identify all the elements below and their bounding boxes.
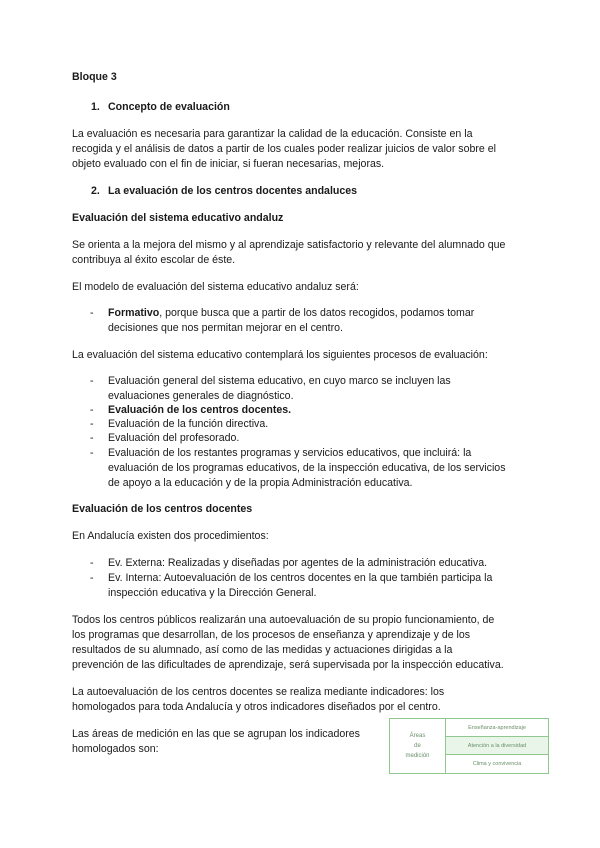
list-item	[108, 306, 474, 321]
list-dash: -	[90, 307, 94, 319]
areas-table-row: Enseñanza-aprendizaje	[446, 719, 548, 737]
paragraph-line: El modelo de evaluación del sistema educativo andaluz será:	[72, 281, 359, 293]
areas-table-header	[390, 719, 446, 773]
list-item-text: Evaluación del profesorado.	[108, 432, 240, 444]
list-item-text: Ev. Externa: Realizadas y diseñadas por agentes de la administración educativa.	[108, 557, 488, 569]
list-dash: -	[90, 404, 94, 416]
list-dash: -	[90, 557, 94, 569]
paragraph-line: Todos los centros públicos realizarán una autoevaluación de su propio funcionamiento, de	[72, 614, 495, 626]
section-title: La evaluación de los centros docentes andaluces	[108, 185, 358, 197]
list-dash: -	[90, 418, 94, 430]
areas-header-line: Áreas	[409, 733, 426, 739]
list-item-text: Evaluación general del sistema educativo, en cuyo marco se incluyen las	[108, 375, 451, 387]
paragraph-line: objeto evaluado con el fin de iniciar, si fueran necesarias, mejoras.	[72, 158, 385, 170]
list-item-text: evaluación de los programas educativos, de la inspección educativa, de los servicios	[108, 462, 506, 474]
areas-table-row: Atención a la diversidad	[446, 737, 548, 755]
paragraph-line: Se orienta a la mejora del mismo y al aprendizaje satisfactorio y relevante del alumnado que	[72, 239, 506, 251]
paragraph-line: homologados son:	[72, 743, 159, 755]
list-dash: -	[90, 572, 94, 584]
section-title: Concepto de evaluación	[108, 101, 230, 113]
paragraph-line: La autoevaluación de los centros docentes se realiza mediante indicadores: los	[72, 686, 445, 698]
list-item-text: , porque busca que a partir de los datos recogidos, podamos tomar	[159, 307, 475, 319]
bold-term: Formativo	[108, 307, 160, 319]
paragraph-line: contribuya al éxito escolar de éste.	[72, 254, 236, 266]
paragraph-line: Las áreas de medición en las que se agrupan los indicadores	[72, 728, 360, 740]
block-title: Bloque 3	[72, 71, 117, 83]
areas-header-line: de	[414, 743, 421, 749]
list-item-text: de apoyo a la educación y de la propia Administración educativa.	[108, 477, 413, 489]
list-item-text: Evaluación de la función directiva.	[108, 418, 269, 430]
areas-header-line: medición	[405, 753, 430, 759]
paragraph-line: prevención de las dificultades de aprendizaje, será supervisada por la inspección educativa.	[72, 659, 504, 671]
list-dash: -	[90, 432, 94, 444]
list-item-text: Ev. Interna: Autoevaluación de los centros docentes en la que también participa la	[108, 572, 493, 584]
paragraph-line: En Andalucía existen dos procedimientos:	[72, 530, 269, 542]
list-dash: -	[90, 447, 94, 459]
section-number: 1.	[91, 101, 100, 113]
subsection-title: Evaluación de los centros docentes	[72, 503, 253, 515]
paragraph-line: resultados de su alumnado, así como de las medidas y actuaciones dirigidas a la	[72, 644, 453, 656]
paragraph-line: La evaluación es necesaria para garantizar la calidad de la educación. Consiste en la	[72, 128, 473, 140]
list-item-text: Evaluación de los restantes programas y servicios educativos, que incluirá: la	[108, 447, 472, 459]
section-number: 2.	[91, 185, 100, 197]
subsection-title: Evaluación del sistema educativo andaluz	[72, 212, 284, 224]
areas-table-row: Clima y convivencia	[446, 755, 548, 773]
paragraph-line: homologados para toda Andalucía y otros indicadores diseñados por el centro.	[72, 701, 441, 713]
paragraph-line: los programas que desarrollan, de los procesos de enseñanza y aprendizaje y de los	[72, 629, 471, 641]
list-item-text: evaluaciones generales de diagnóstico.	[108, 390, 294, 402]
list-item-text: decisiones que nos permitan mejorar en el centro.	[108, 322, 343, 334]
paragraph-line: La evaluación del sistema educativo contemplará los siguientes procesos de evaluación:	[72, 349, 488, 361]
paragraph-line: recogida y el análisis de datos a partir de los cuales poder realizar juicios de valor sobre el	[72, 143, 496, 155]
list-item-text: Evaluación de los centros docentes.	[108, 404, 292, 416]
list-dash: -	[90, 375, 94, 387]
areas-table	[389, 718, 549, 774]
list-item-text: inspección educativa y la Dirección General.	[108, 587, 317, 599]
